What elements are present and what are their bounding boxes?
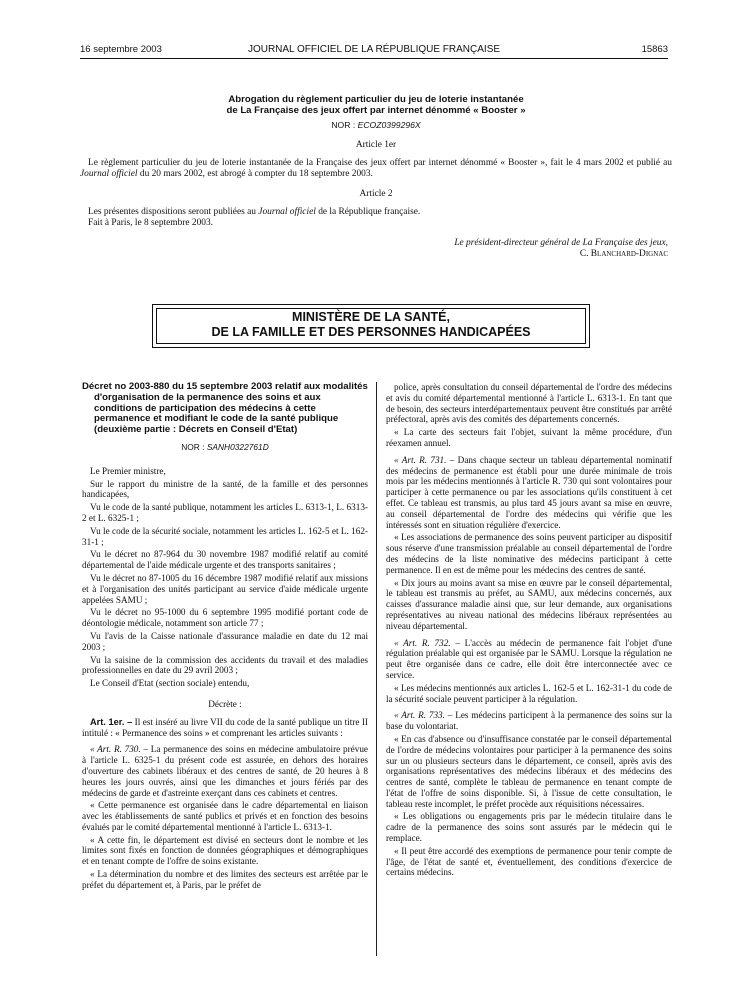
preamble [82, 466, 368, 689]
paragraph: « Dix jours au moins avant sa mise en œuvre par le conseil départemental, le tableau est transmis au préfet, au SAMU, aux médecins concernés, aux caisses d'assurance maladie ainsi que, sur leur demande, aux organisations représentatives au niveau national des médecins libéraux représentées au niveau départemental. [386, 577, 672, 631]
preamble-paragraph: Vu le code de la sécurité sociale, notamment les articles L. 162-5 et L. 162-31-1 ; [82, 525, 368, 547]
preamble-paragraph: Le Conseil d'Etat (section sociale) entendu, [90, 678, 250, 689]
paragraph: « La carte des secteurs fait l'objet, suivant la même procédure, d'un réexamen annuel. [386, 427, 672, 448]
decree-right-column [386, 382, 672, 880]
r733-continuation [386, 734, 672, 878]
column-divider [376, 382, 377, 956]
abrogation-title: Abrogation du règlement particulier du jeu de loterie instantanée de La Française des jeux offert par internet dénommé « Booster » [226, 94, 526, 117]
paragraph: « A cette fin, le département est divisé en secteurs dont le nombre et les limites sont fixés en fonction de données géographiques et démographiques et en tenant compte de l'offre de soins existante. [82, 834, 368, 867]
header-rule [80, 58, 668, 59]
paragraph: « Les associations de permanence des soins peuvent participer au dispositif sous réserve d'une transmission préalable au conseil départemental de l'ordre des médecins de la liste nominative des médecins participant à cette permanence. Il en est de même pour les médecins des centres de santé. [386, 532, 672, 575]
article-r730: « Art. R. 730. – La permanence des soins en médecine ambulatoire prévue à l'article L. 6325-1 du présent code est assurée, en dehors des horaires d'ouverture des cabinets libéraux et des centres de santé, de 20 heures à 8 heures les jours ouvrés, ainsi que les dimanches et jours fériés par des médecins de garde et d'astreinte exerçant dans ces cabinets et centres. [82, 744, 368, 798]
article-2-heading: Article 2 [359, 189, 393, 200]
paragraph: police, après consultation du conseil départemental de l'ordre des médecins et avis du comité départemental mentionné à l'article L. 6313-1. En tant que de besoin, des secteurs interdépartementaux peuvent être constitués par arrêté préfectoral, après avis des comités des départements concernés. [386, 382, 672, 425]
r731-continuation [386, 532, 672, 631]
preamble-paragraph: Vu le code de la santé publique, notamment les articles L. 6313-1, L. 6313-2 et L. 6325-1 ; [82, 502, 368, 523]
paragraph: « Cette permanence est organisée dans le cadre départemental en liaison avec les établissements de santé publics et privés et en fonction des besoins évalués par le comité départemental mentionné à l'article L. 6313-1. [82, 800, 368, 832]
header-date: 16 septembre 2003 [80, 44, 162, 55]
preamble-paragraph: Vu le décret no 87-964 du 30 novembre 1987 modifié relatif au comité départemental de l'aide médicale urgente et des transports sanitaires ; [82, 549, 368, 571]
r730-end [386, 382, 672, 449]
article-r731: « Art. R. 731. – Dans chaque secteur un tableau départemental nominatif des médecins de permanence est établi pour une durée minimale de trois mois par les médecins mentionnés à l'article R. 730 qui sont volontaires pour participer à cette permanence ou par les associations qu'ils constituent à cet effet. Ce tableau est transmis, au plus tard 45 jours avant sa mise en œuvre, au conseil départemental de l'ordre des médecins qui vérifie que les intéressés sont en situation régulière d'exercice. [386, 454, 673, 530]
preamble-paragraph: Sur le rapport du ministre de la santé, de la famille et des personnes handicapées, [82, 478, 368, 500]
decree-left-column [82, 382, 368, 893]
preamble-paragraph: Vu la saisine de la commission des accidents du travail et des maladies professionnelles en date du 29 avril 2003 ; [82, 654, 368, 676]
paragraph: « En cas d'absence ou d'insuffisance constatée par le conseil départemental de l'ordre de médecins volontaires pour participer à la permanence des soins sur un ou plusieurs secteurs dans le département, ce conseil, après avis des organisations représentatives des médecins libéraux et des médecins des centres de santé, complète le tableau de permanence en tenant compte de l'état de l'offre de soins disponible. Si, à l'issue de cette consultation, le tableau reste incomplet, le préfet procède aux réquisitions nécessaires. [386, 733, 672, 809]
article-1: Art. 1er. – Il est inséré au livre VII du code de la santé publique un titre II intitulé : « Permanence des soins » et comprenant les articles suivants : [82, 716, 368, 738]
ministry-line-2: DE LA FAMILLE ET DES PERSONNES HANDICAPÉES [211, 325, 531, 339]
signature-block [80, 238, 672, 261]
paragraph: « La détermination du nombre et des limites des secteurs est arrêtée par le préfet du département et, à Paris, par le préfet de [82, 869, 368, 890]
paragraph: « Il peut être accordé des exemptions de permanence pour tenir compte de l'âge, de l'état de santé et, éventuellement, des conditions d'exercice de certains médecins. [386, 845, 672, 878]
r730-continuation [82, 800, 368, 890]
abrogation-nor: NOR : ECOZ0399296X [331, 119, 421, 130]
signature-role: Le président-directeur général de La Française des jeux, [454, 237, 668, 248]
done-at: Fait à Paris, le 8 septembre 2003. [88, 218, 213, 229]
r732-continuation [386, 683, 672, 705]
journal-title: JOURNAL OFFICIEL DE LA RÉPUBLIQUE FRANÇAISE [247, 44, 501, 55]
decrete-heading: Décrète : [208, 698, 242, 709]
ministry-line-1: MINISTÈRE DE LA SANTÉ, [292, 310, 450, 324]
preamble-paragraph: Vu l'avis de la Caisse nationale d'assurance maladie en date du 12 mai 2003 ; [82, 630, 368, 652]
signature-name: C. Blanchard-Dignac [579, 249, 668, 260]
article-2-text: Les présentes dispositions seront publiées au Journal officiel de la République française. [88, 206, 421, 217]
decree-nor: NOR : SANH0322761D [181, 441, 269, 452]
article-r733: « Art. R. 733. – Les médecins participent à la permanence des soins sur la base du volontariat. [386, 710, 673, 732]
article-1-heading: Article 1er [355, 140, 397, 151]
ministry-box [152, 304, 590, 348]
abrogation-section [80, 94, 672, 260]
paragraph: « Les médecins mentionnés aux articles L. 162-5 et L. 162-31-1 du code de la sécurité sociale peuvent participer à la régulation. [386, 682, 672, 704]
article-r732: « Art. R. 732. – L'accès au médecin de permanence fait l'objet d'une régulation préalable qui est organisée par le SAMU. Lorsque la régulation ne peut être organisée dans ce cadre, elle doit être interconnectée avec ce service. [386, 637, 672, 680]
preamble-paragraph: Vu le décret no 87-1005 du 16 décembre 1987 modifié relatif aux missions et à l'organisation des unités participant au service d'aide médicale urgente appelées SAMU ; [82, 572, 368, 605]
article-1-text: Le règlement particulier du jeu de loterie instantanée de la Française des jeux offert par internet dénommé « Booster », fait le 4 mars 2002 et publié au Journal officiel du 20 mars 2002, est abrogé à compter du 18 septembre 2003. [80, 157, 672, 180]
paragraph: « Les obligations ou engagements pris par le médecin titulaire dans le cadre de la permanence des soins sont assurés par le médecin qui le remplace. [386, 811, 672, 844]
page-header [80, 44, 668, 58]
preamble-paragraph: Le Premier ministre, [90, 465, 166, 476]
decree-title: Décret no 2003-880 du 15 septembre 2003 relatif aux modalités d'organisation de la permanence des soins et aux conditions de participation des médecins à cette permanence et modifiant le code de la santé publique (deuxième partie : Décrets en Conseil d'Etat) [82, 381, 368, 436]
preamble-paragraph: Vu le décret no 95-1000 du 6 septembre 1995 modifié portant code de déontologie médicale, notamment son article 77 ; [82, 607, 368, 629]
page-number: 15863 [641, 44, 668, 55]
